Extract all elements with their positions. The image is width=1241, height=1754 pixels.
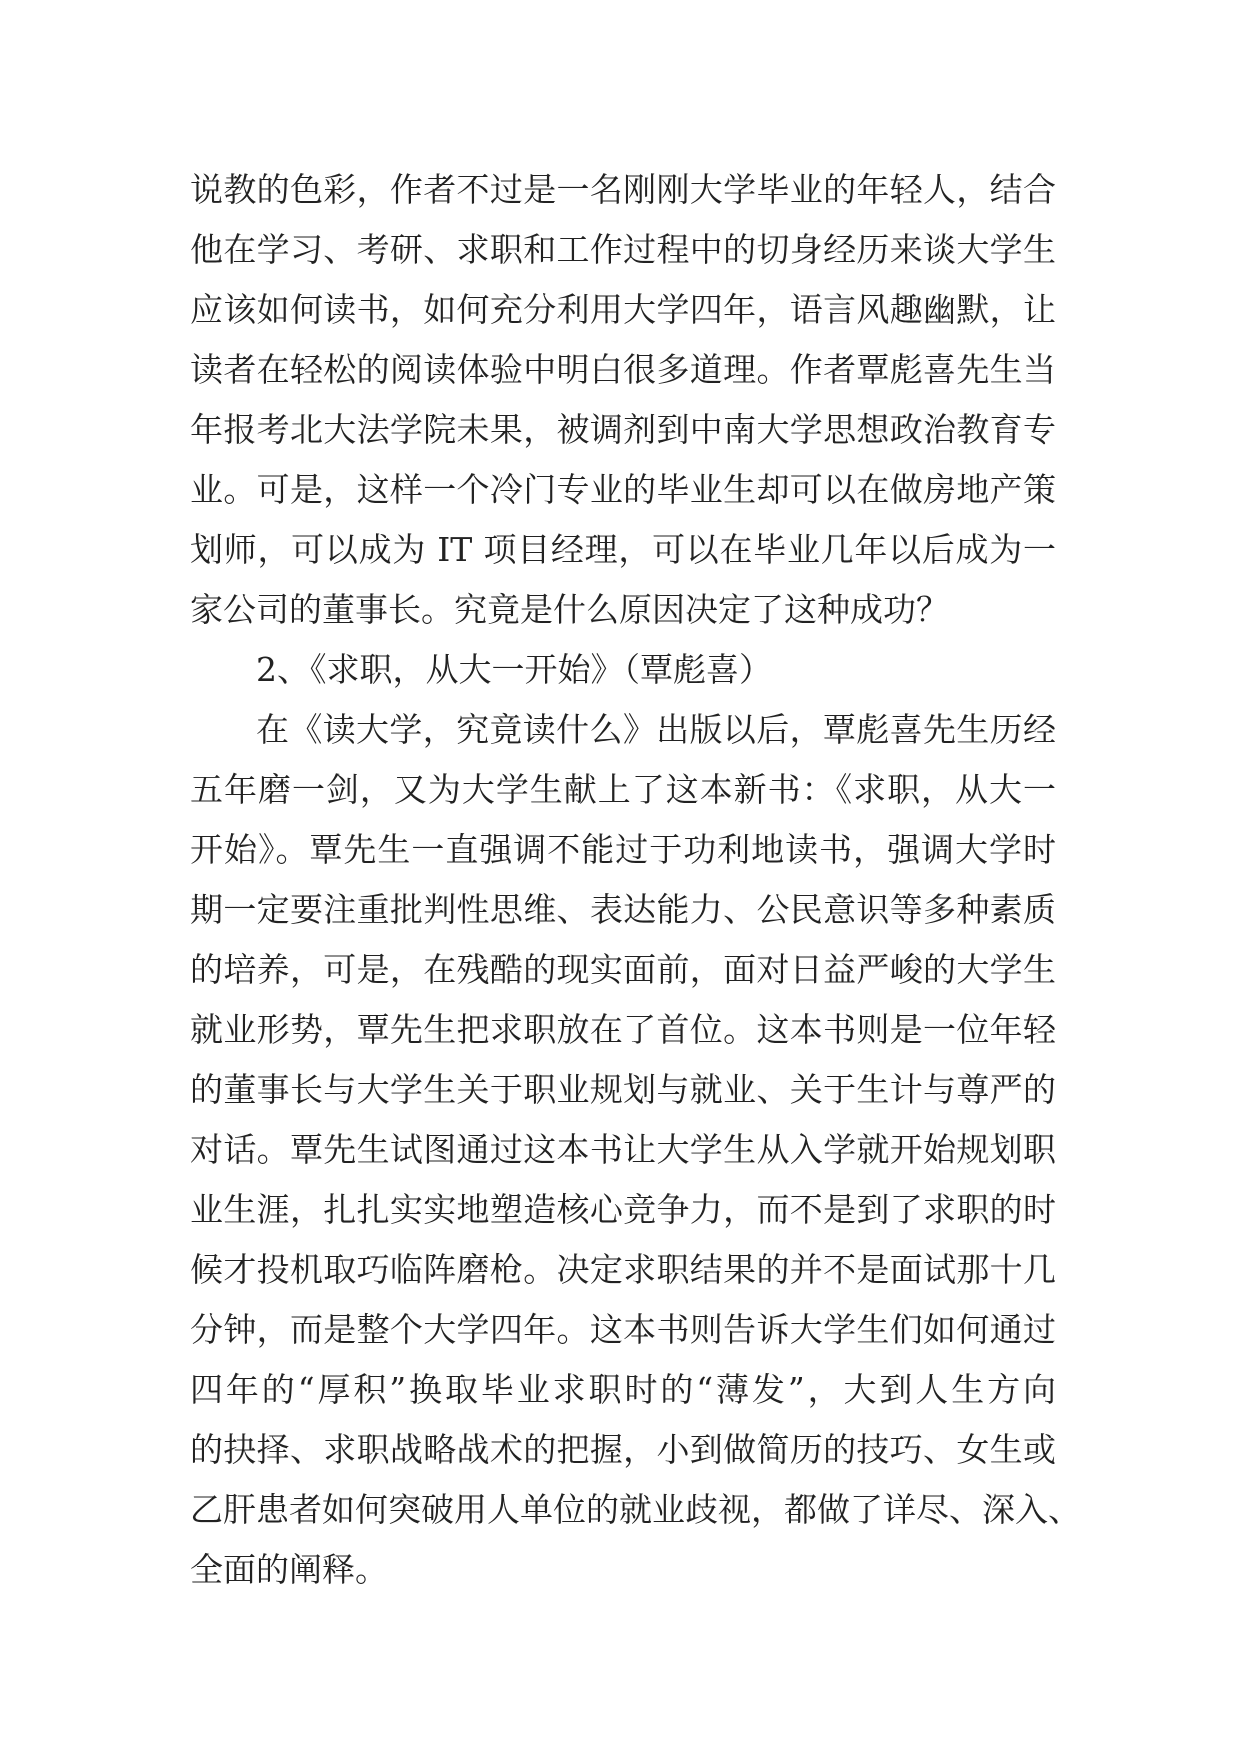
text-line: 家公司的董事长。究竟是什么原因决定了这种成功？ <box>190 590 949 629</box>
text-line: 的董事长与大学生关于职业规划与就业、关于生计与尊严的 <box>190 1070 1056 1109</box>
text-line: 期一定要注重批判性思维、表达能力、公民意识等多种素质 <box>190 890 1056 929</box>
text-line: 候才投机取巧临阵磨枪。决定求职结果的并不是面试那十几 <box>190 1250 1056 1289</box>
text-line: 全面的阐释。 <box>190 1550 388 1589</box>
text-line: 对话。覃先生试图通过这本书让大学生从入学就开始规划职 <box>190 1130 1056 1169</box>
text-line: 就业形势，覃先生把求职放在了首位。这本书则是一位年轻 <box>190 1010 1056 1049</box>
text-line: 应该如何读书，如何充分利用大学四年，语言风趣幽默，让 <box>190 290 1056 329</box>
text-line: 的培养，可是，在残酷的现实面前，面对日益严峻的大学生 <box>190 950 1056 989</box>
text-line: 划师，可以成为 IT 项目经理，可以在毕业几年以后成为一 <box>190 530 1056 569</box>
text-line: 四年的“厚积”换取毕业求职时的“薄发”，大到人生方向 <box>190 1370 1056 1409</box>
document-body <box>190 160 1081 1600</box>
text-line: 乙肝患者如何突破用人单位的就业歧视，都做了详尽、深入、 <box>190 1490 1081 1529</box>
text-line: 业。可是，这样一个冷门专业的毕业生却可以在做房地产策 <box>190 470 1056 509</box>
text-line: 的抉择、求职战略战术的把握，小到做简历的技巧、女生或 <box>190 1430 1056 1469</box>
text-line: 年报考北大法学院未果，被调剂到中南大学思想政治教育专 <box>190 410 1056 449</box>
text-line: 开始》。覃先生一直强调不能过于功利地读书，强调大学时 <box>190 830 1056 869</box>
text-line: 分钟，而是整个大学四年。这本书则告诉大学生们如何通过 <box>190 1310 1056 1349</box>
text-line: 读者在轻松的阅读体验中明白很多道理。作者覃彪喜先生当 <box>190 350 1056 389</box>
text-line: 说教的色彩，作者不过是一名刚刚大学毕业的年轻人，结合 <box>190 170 1056 209</box>
section-heading: 2、《求职，从大一开始》（覃彪喜） <box>256 650 772 689</box>
text-line: 在《读大学，究竟读什么》出版以后，覃彪喜先生历经 <box>256 710 1056 749</box>
text-line: 五年磨一剑，又为大学生献上了这本新书：《求职，从大一 <box>190 770 1056 809</box>
text-line: 业生涯，扎扎实实地塑造核心竞争力，而不是到了求职的时 <box>190 1190 1056 1229</box>
text-line: 他在学习、考研、求职和工作过程中的切身经历来谈大学生 <box>190 230 1056 269</box>
